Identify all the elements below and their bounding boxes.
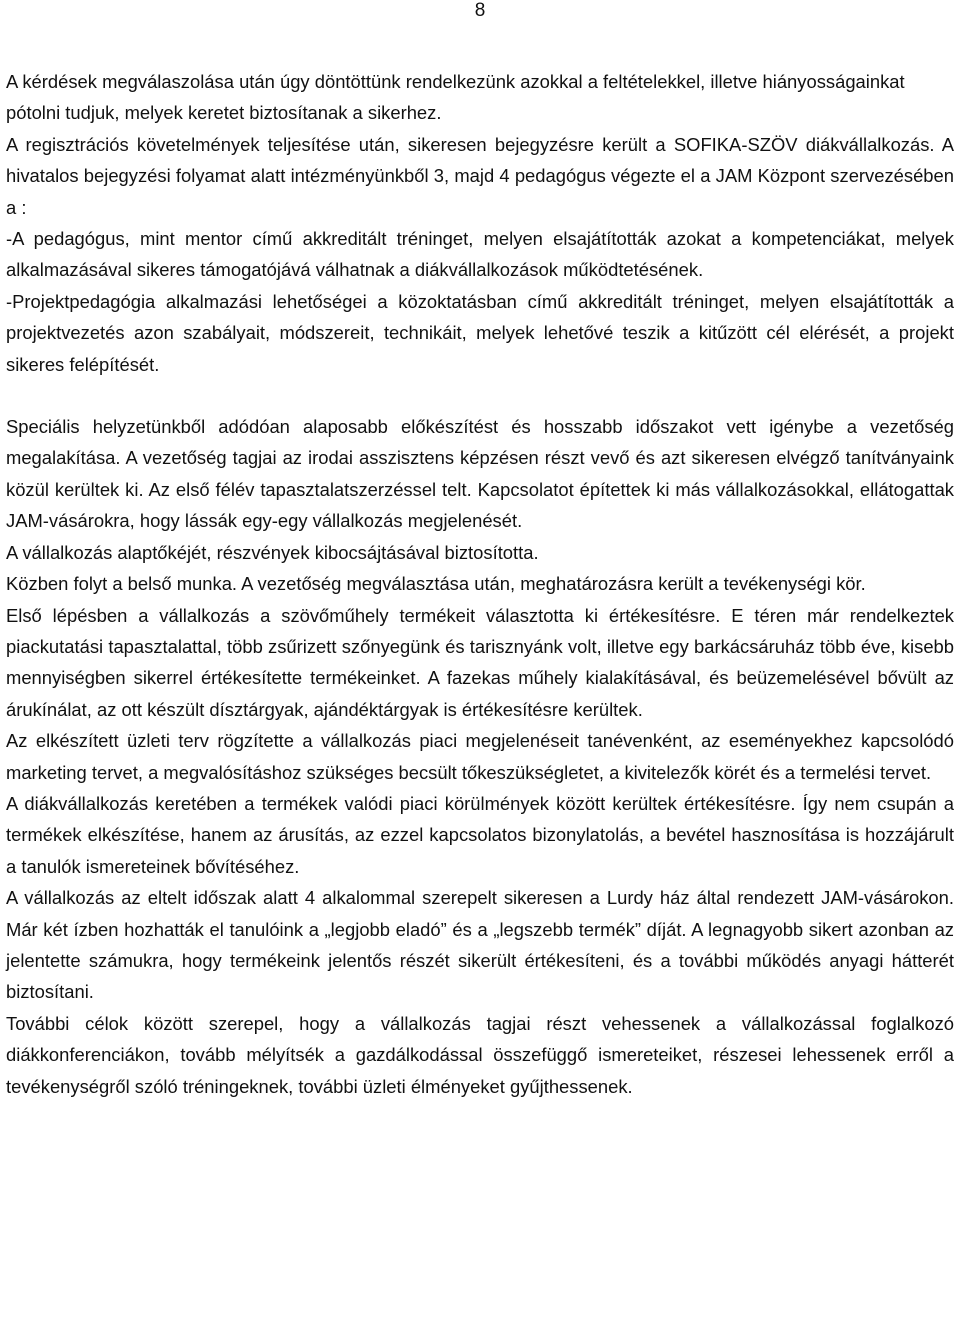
paragraph-fairs: A vállalkozás az eltelt időszak alatt 4 alkalommal szerepelt sikeresen a Lurdy ház által rendezett JAM-vásárokon. Már két ízben hozhatták el tanulóink a „legjobb eladó” és a „legszebb termék” díját. A legnagyobb sikert azonban az jelentette számukra, hogy termékeink jelentős részét sikerült értékesíteni, és a további működés anyagi hátterét biztosítani.: [6, 887, 954, 1003]
paragraph-leadership: Speciális helyzetünkből adódóan alaposabb előkészítést és hosszabb időszakot vett igénybe a vezetőség megalakítása. A vezetőség tagjai az irodai asszisztens képzésen részt vevő és azt sikeresen elvégző tanítványaink közül kerültek ki. Az első félév tapasztalatszerzéssel telt. Kapcsolatot építettek ki más vállalkozásokkal, ellátogattak JAM-vásárokra, hogy lássák egy-egy vállalkozás megjelenését.: [6, 416, 954, 532]
paragraph-business-plan: Az elkészített üzleti terv rögzítette a vállalkozás piaci megjelenéseit tanévenként, az eseményekhez kapcsolódó marketing tervet, a megvalósításhoz szükséges becsült tőkeszükségletet, a kivitelezők körét és a termelési tervet.: [6, 730, 954, 783]
paragraph-market: A diákvállalkozás keretében a termékek valódi piaci körülmények között kerültek értékesítésre. Így nem csupán a termékek elkészítése, hanem az árusítás, az ezzel kapcsolatos bizonylatolás, a bevétel hasznosítása is hozzájárult a tanulók ismereteinek bővítéséhez.: [6, 792, 954, 877]
paragraph-capital: A vállalkozás alaptőkéjét, részvények kibocsájtásával biztosította.: [6, 541, 539, 563]
paragraph-products: Első lépésben a vállalkozás a szövőműhely termékeit választotta ki értékesítésre. E téren már rendelkeztek piackutatási tapasztalattal, több zsűrizett szőnyegünk és tarisznyánk volt, illetve egy barkácsáruház több éve, kisebb mennyiségben sikerrel értékesítette termékeinket. A fazekas műhely kialakításával, és beüzemelésével bővült az árukínálat, az ott készült dísztárgyak, ajándéktárgyak is értékesítésre kerültek.: [6, 604, 954, 720]
document-body: [6, 66, 954, 1102]
paragraph-registration: A regisztrációs követelmények teljesítése után, sikeresen bejegyzésre került a SOFIKA-SZÖV diákvállalkozás. A hivatalos bejegyzési folyamat alatt intézményünkből 3, majd 4 pedagógus végezte el a JAM Központ szervezésében a :: [6, 133, 954, 218]
paragraph-internal-work: Közben folyt a belső munka. A vezetőség megválasztása után, meghatározásra került a tevékenységi kör.: [6, 573, 866, 595]
paragraph-training-project: -Projektpedagógia alkalmazási lehetőségei a közoktatásban című akkreditált tréninget, melyen elsajátították a projektvezetés azon szabályait, módszereit, technikáit, melyek lehetővé teszik a kitűzött cél elérését, a projekt sikeres felépítését.: [6, 290, 954, 375]
paragraph-goals: További célok között szerepel, hogy a vállalkozás tagjai részt vehessenek a vállalkozással foglalkozó diákkonferenciákon, tovább mélyítsék a gazdálkodással összefüggő ismereteiket, részesei lehessenek erről a tevékenységről szóló tréningeknek, további üzleti élményeket gyűjthessenek.: [6, 1012, 954, 1097]
paragraph-training-mentor: -A pedagógus, mint mentor című akkreditált tréninget, melyen elsajátították azokat a kompetenciákat, melyek alkalmazásával sikeres támogatójává válhatnak a diákvállalkozások működtetésének.: [6, 228, 954, 281]
page-number: 8: [474, 0, 486, 21]
paragraph-intro: A kérdések megválaszolása után úgy döntöttünk rendelkezünk azokkal a feltételekkel, illetve hiányosságainkat pótolni tudjuk, melyek keretet biztosítanak a sikerhez.: [6, 71, 905, 124]
